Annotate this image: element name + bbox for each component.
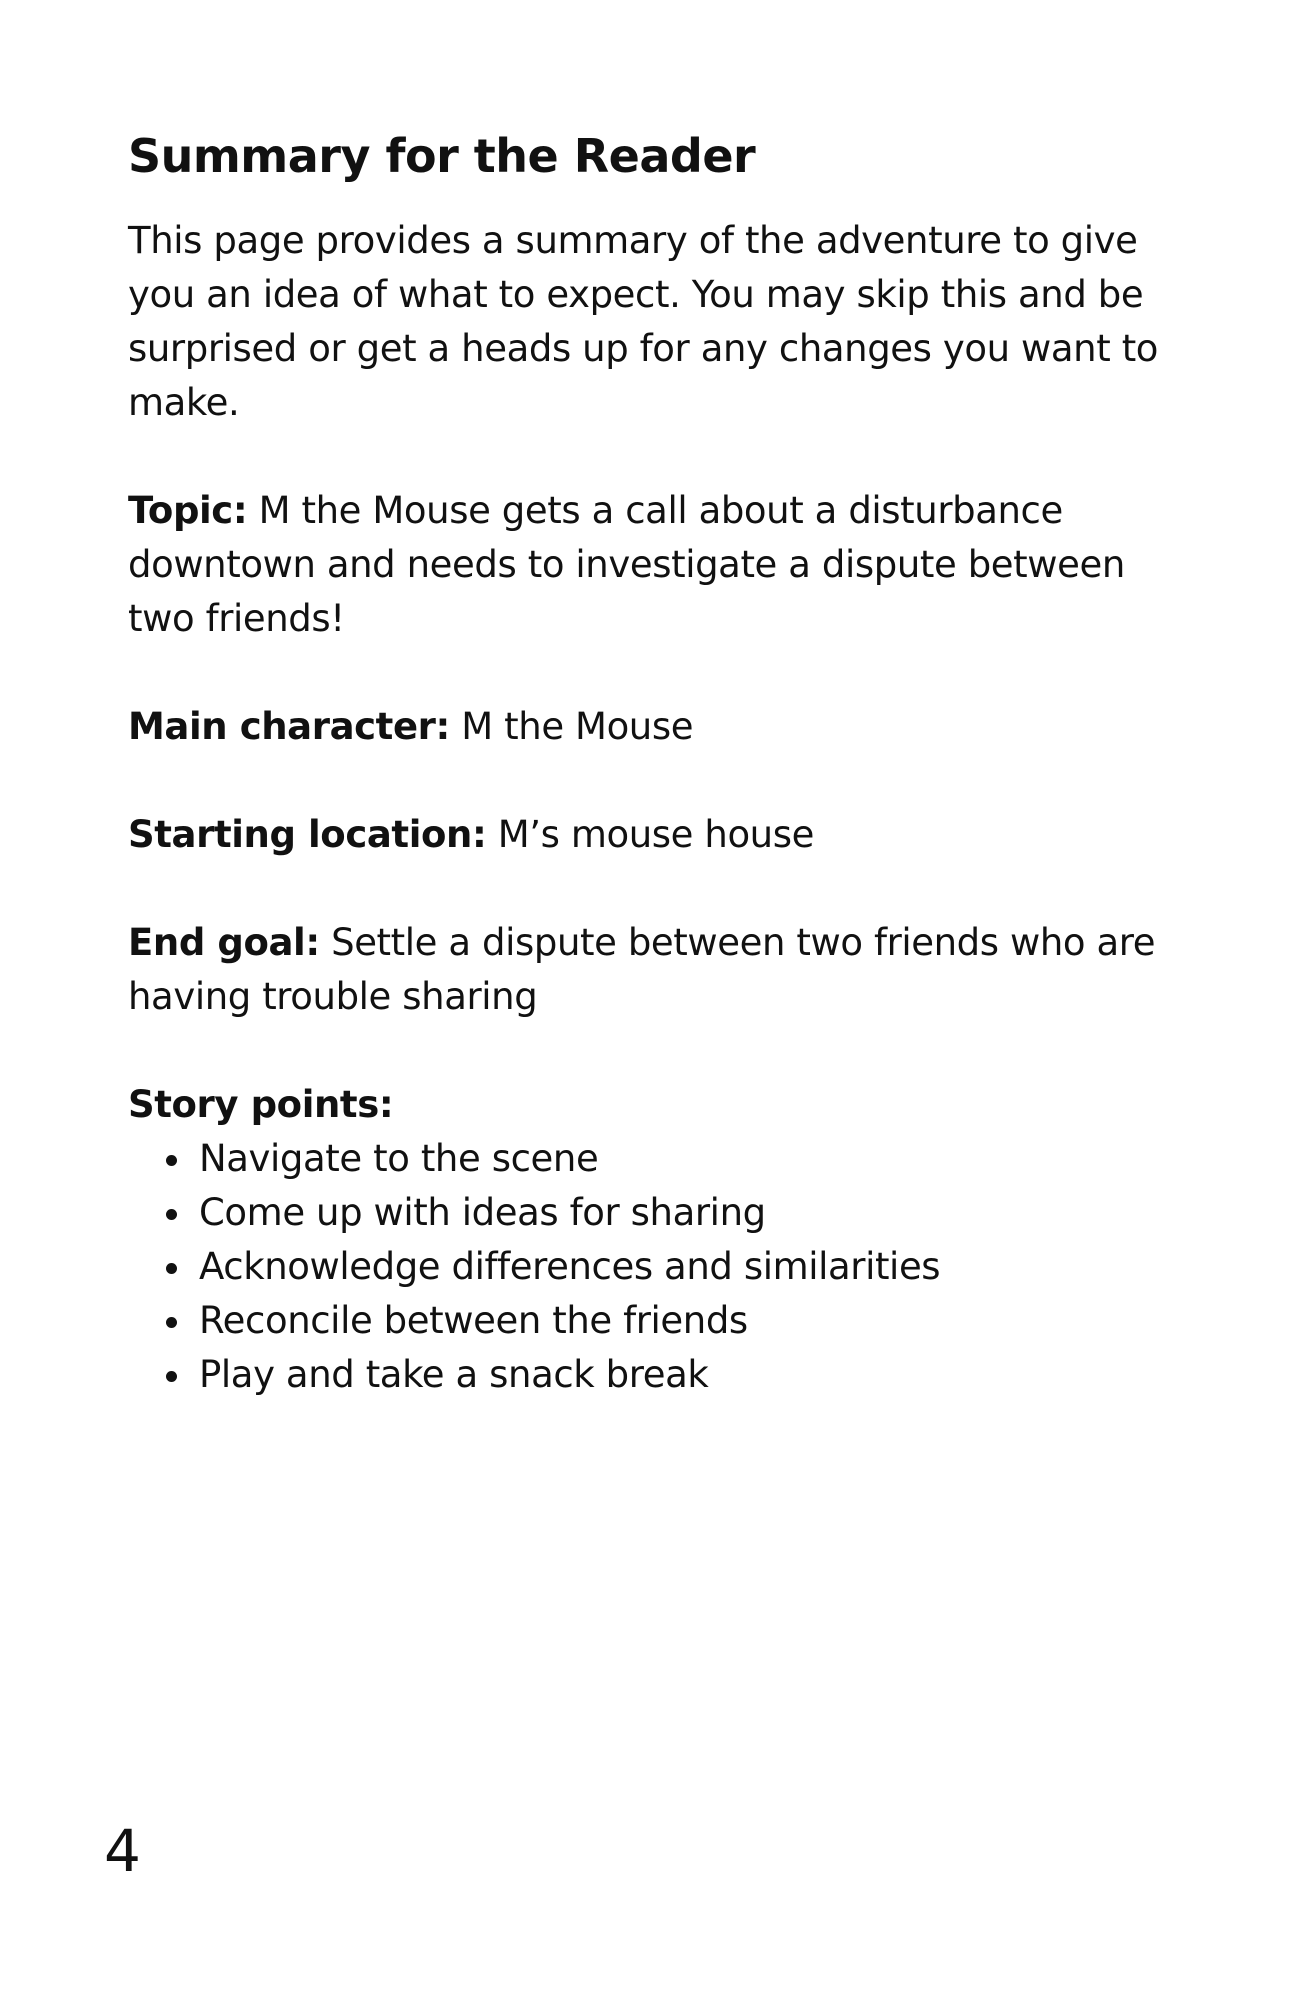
topic-section	[128, 484, 1188, 646]
section-spacer	[128, 646, 1188, 700]
main-character-value: M the Mouse	[461, 704, 694, 748]
summary-page	[128, 128, 1188, 1402]
list-item: • Acknowledge differences and similarities	[195, 1240, 1188, 1294]
story-points-list	[128, 1132, 1188, 1402]
end-goal-label: End goal:	[128, 920, 320, 964]
section-spacer	[128, 754, 1188, 808]
main-character-section	[128, 700, 1188, 754]
section-spacer	[128, 862, 1188, 916]
list-item: • Reconcile between the friends	[195, 1294, 1188, 1348]
list-item: • Navigate to the scene	[195, 1132, 1188, 1186]
page-title: Summary for the Reader	[128, 129, 756, 183]
starting-location-value: M’s mouse house	[497, 812, 814, 856]
story-points-label: Story points:	[128, 1082, 394, 1126]
section-spacer	[128, 1024, 1188, 1078]
end-goal-value: Settle a dispute between two friends who are having trouble sharing	[128, 920, 1156, 1018]
starting-location-label: Starting location:	[128, 812, 487, 856]
page-number: 4	[104, 1817, 141, 1885]
list-item: • Come up with ideas for sharing	[195, 1186, 1188, 1240]
list-item: • Play and take a snack break	[195, 1348, 1188, 1402]
end-goal-section	[128, 916, 1188, 1024]
topic-label: Topic:	[128, 488, 248, 532]
topic-value: M the Mouse gets a call about a disturbance downtown and needs to investigate a dispute between two friends!	[128, 488, 1125, 640]
section-spacer	[128, 430, 1188, 484]
starting-location-section	[128, 808, 1188, 862]
intro-paragraph: This page provides a summary of the adventure to give you an idea of what to expect. You may skip this and be surprised or get a heads up for any changes you want to make.	[128, 218, 1159, 424]
main-character-label: Main character:	[128, 704, 450, 748]
